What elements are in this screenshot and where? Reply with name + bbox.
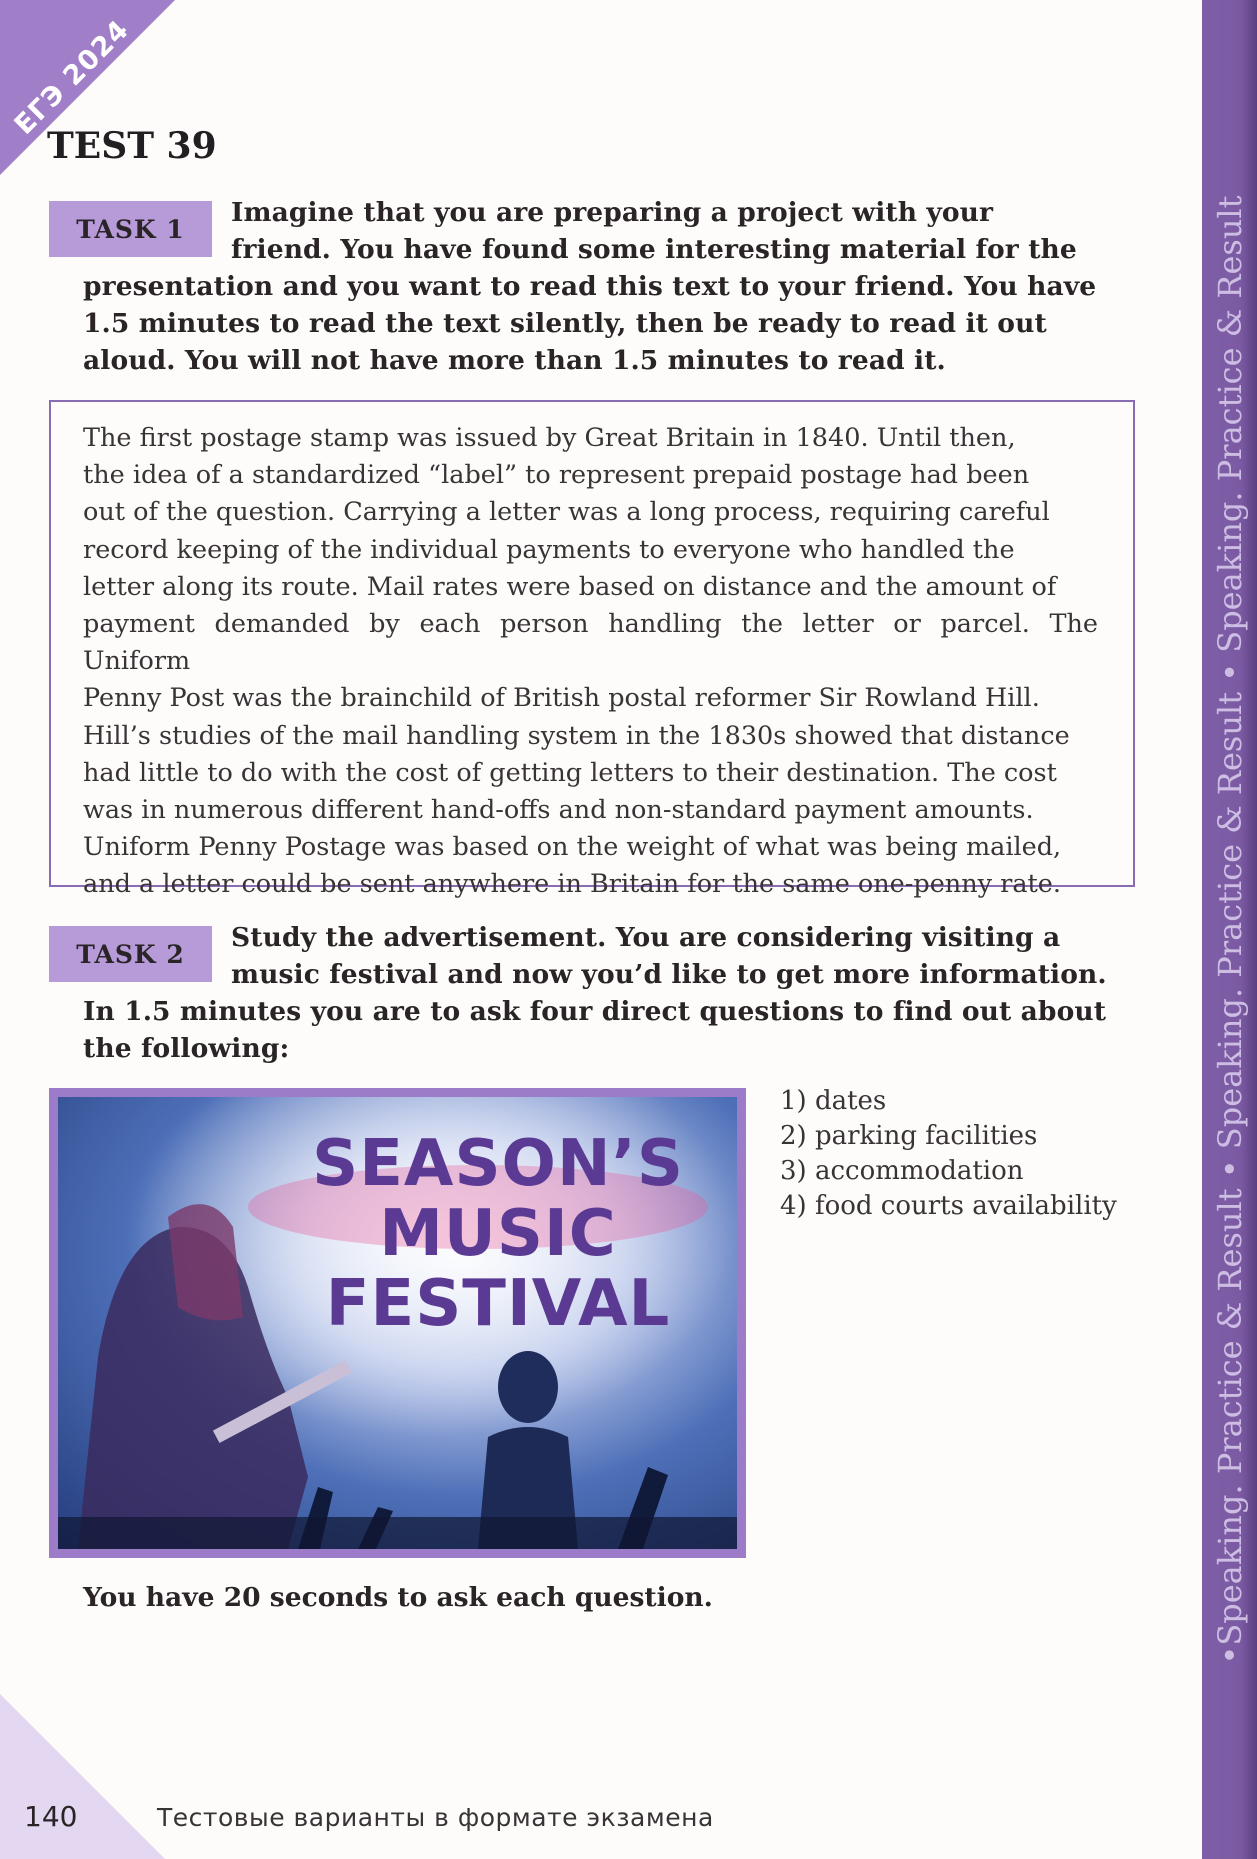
reading-line: Penny Post was the brainchild of British postal reformer Sir Rowland Hill. (83, 683, 1040, 714)
poster-heading (288, 1129, 708, 1339)
reading-line: was in numerous different hand-offs and non-standard payment amounts. (83, 795, 1034, 826)
list-item: 3) accommodation (780, 1156, 1024, 1186)
crowd-base (58, 1517, 737, 1549)
reading-line: and a letter could be sent anywhere in Britain for the same one-penny rate. (83, 869, 1061, 900)
poster-line: MUSIC (379, 1197, 617, 1271)
reading-line: The first postage stamp was issued by Great Britain in 1840. Until then, (83, 423, 1016, 453)
list-item: 2) parking facilities (780, 1121, 1038, 1151)
reading-line: Hill’s studies of the mail handling system in the 1830s showed that distance (83, 720, 1070, 751)
footer-text: Тестовые варианты в формате экзамена (157, 1803, 714, 1832)
bottom-corner-decoration (0, 1694, 165, 1859)
task1-instruction-line: aloud. You will not have more than 1.5 minutes to read it. (83, 345, 946, 376)
side-strip-text: •Speaking. Practice & Result • Speaking. Practice & Result • Speaking. Practice & Result (1210, 194, 1249, 1665)
task1-instruction-line: Imagine that you are preparing a project with your (231, 197, 994, 228)
task2-instruction-line: Study the advertisement. You are considering visiting a (231, 922, 1061, 953)
side-strip (1202, 0, 1257, 1859)
reading-line: record keeping of the individual payments to everyone who handled the (83, 534, 1015, 565)
task2-instruction-line: the following: (83, 1033, 290, 1064)
reading-line: Uniform Penny Postage was based on the weight of what was being mailed, (83, 832, 1062, 863)
poster-line: SEASON’S (312, 1127, 684, 1201)
question-topics-list (780, 1084, 1117, 1224)
festival-poster-image (49, 1088, 746, 1558)
task1-instruction-line: 1.5 minutes to read the text silently, then be ready to read it out (83, 308, 1047, 339)
task1-instruction-line: friend. You have found some interesting material for the (231, 234, 1077, 265)
task1-instruction-line: presentation and you want to read this text to your friend. You have (83, 271, 1097, 302)
page-number: 140 (24, 1800, 78, 1833)
task2-instruction-line: music festival and now you’d like to get more information. (231, 959, 1107, 990)
task2-instruction-line: In 1.5 minutes you are to ask four direct questions to find out about (83, 996, 1107, 1027)
reading-line: letter along its route. Mail rates were based on distance and the amount of (83, 571, 1057, 602)
list-item: 4) food courts availability (780, 1191, 1117, 1221)
task2-label: TASK 2 (49, 926, 212, 982)
time-note: You have 20 seconds to ask each question. (83, 1582, 713, 1613)
reading-line: out of the question. Carrying a letter was a long process, requiring careful (83, 497, 1050, 528)
reading-line: payment demanded by each person handling the letter or parcel. The Uniform (83, 609, 1098, 677)
reading-line: had little to do with the cost of getting letters to their destination. The cost (83, 757, 1057, 788)
task1-label: TASK 1 (49, 201, 212, 257)
exam-year-badge: ЕГЭ 2024 (8, 14, 136, 141)
list-item: 1) dates (780, 1086, 887, 1116)
poster-line: FESTIVAL (325, 1267, 671, 1341)
reading-text (83, 420, 1098, 904)
reading-line: the idea of a standardized “label” to represent prepaid postage had been (83, 460, 1030, 491)
test-title: TEST 39 (47, 125, 217, 167)
dj-head (498, 1351, 558, 1423)
